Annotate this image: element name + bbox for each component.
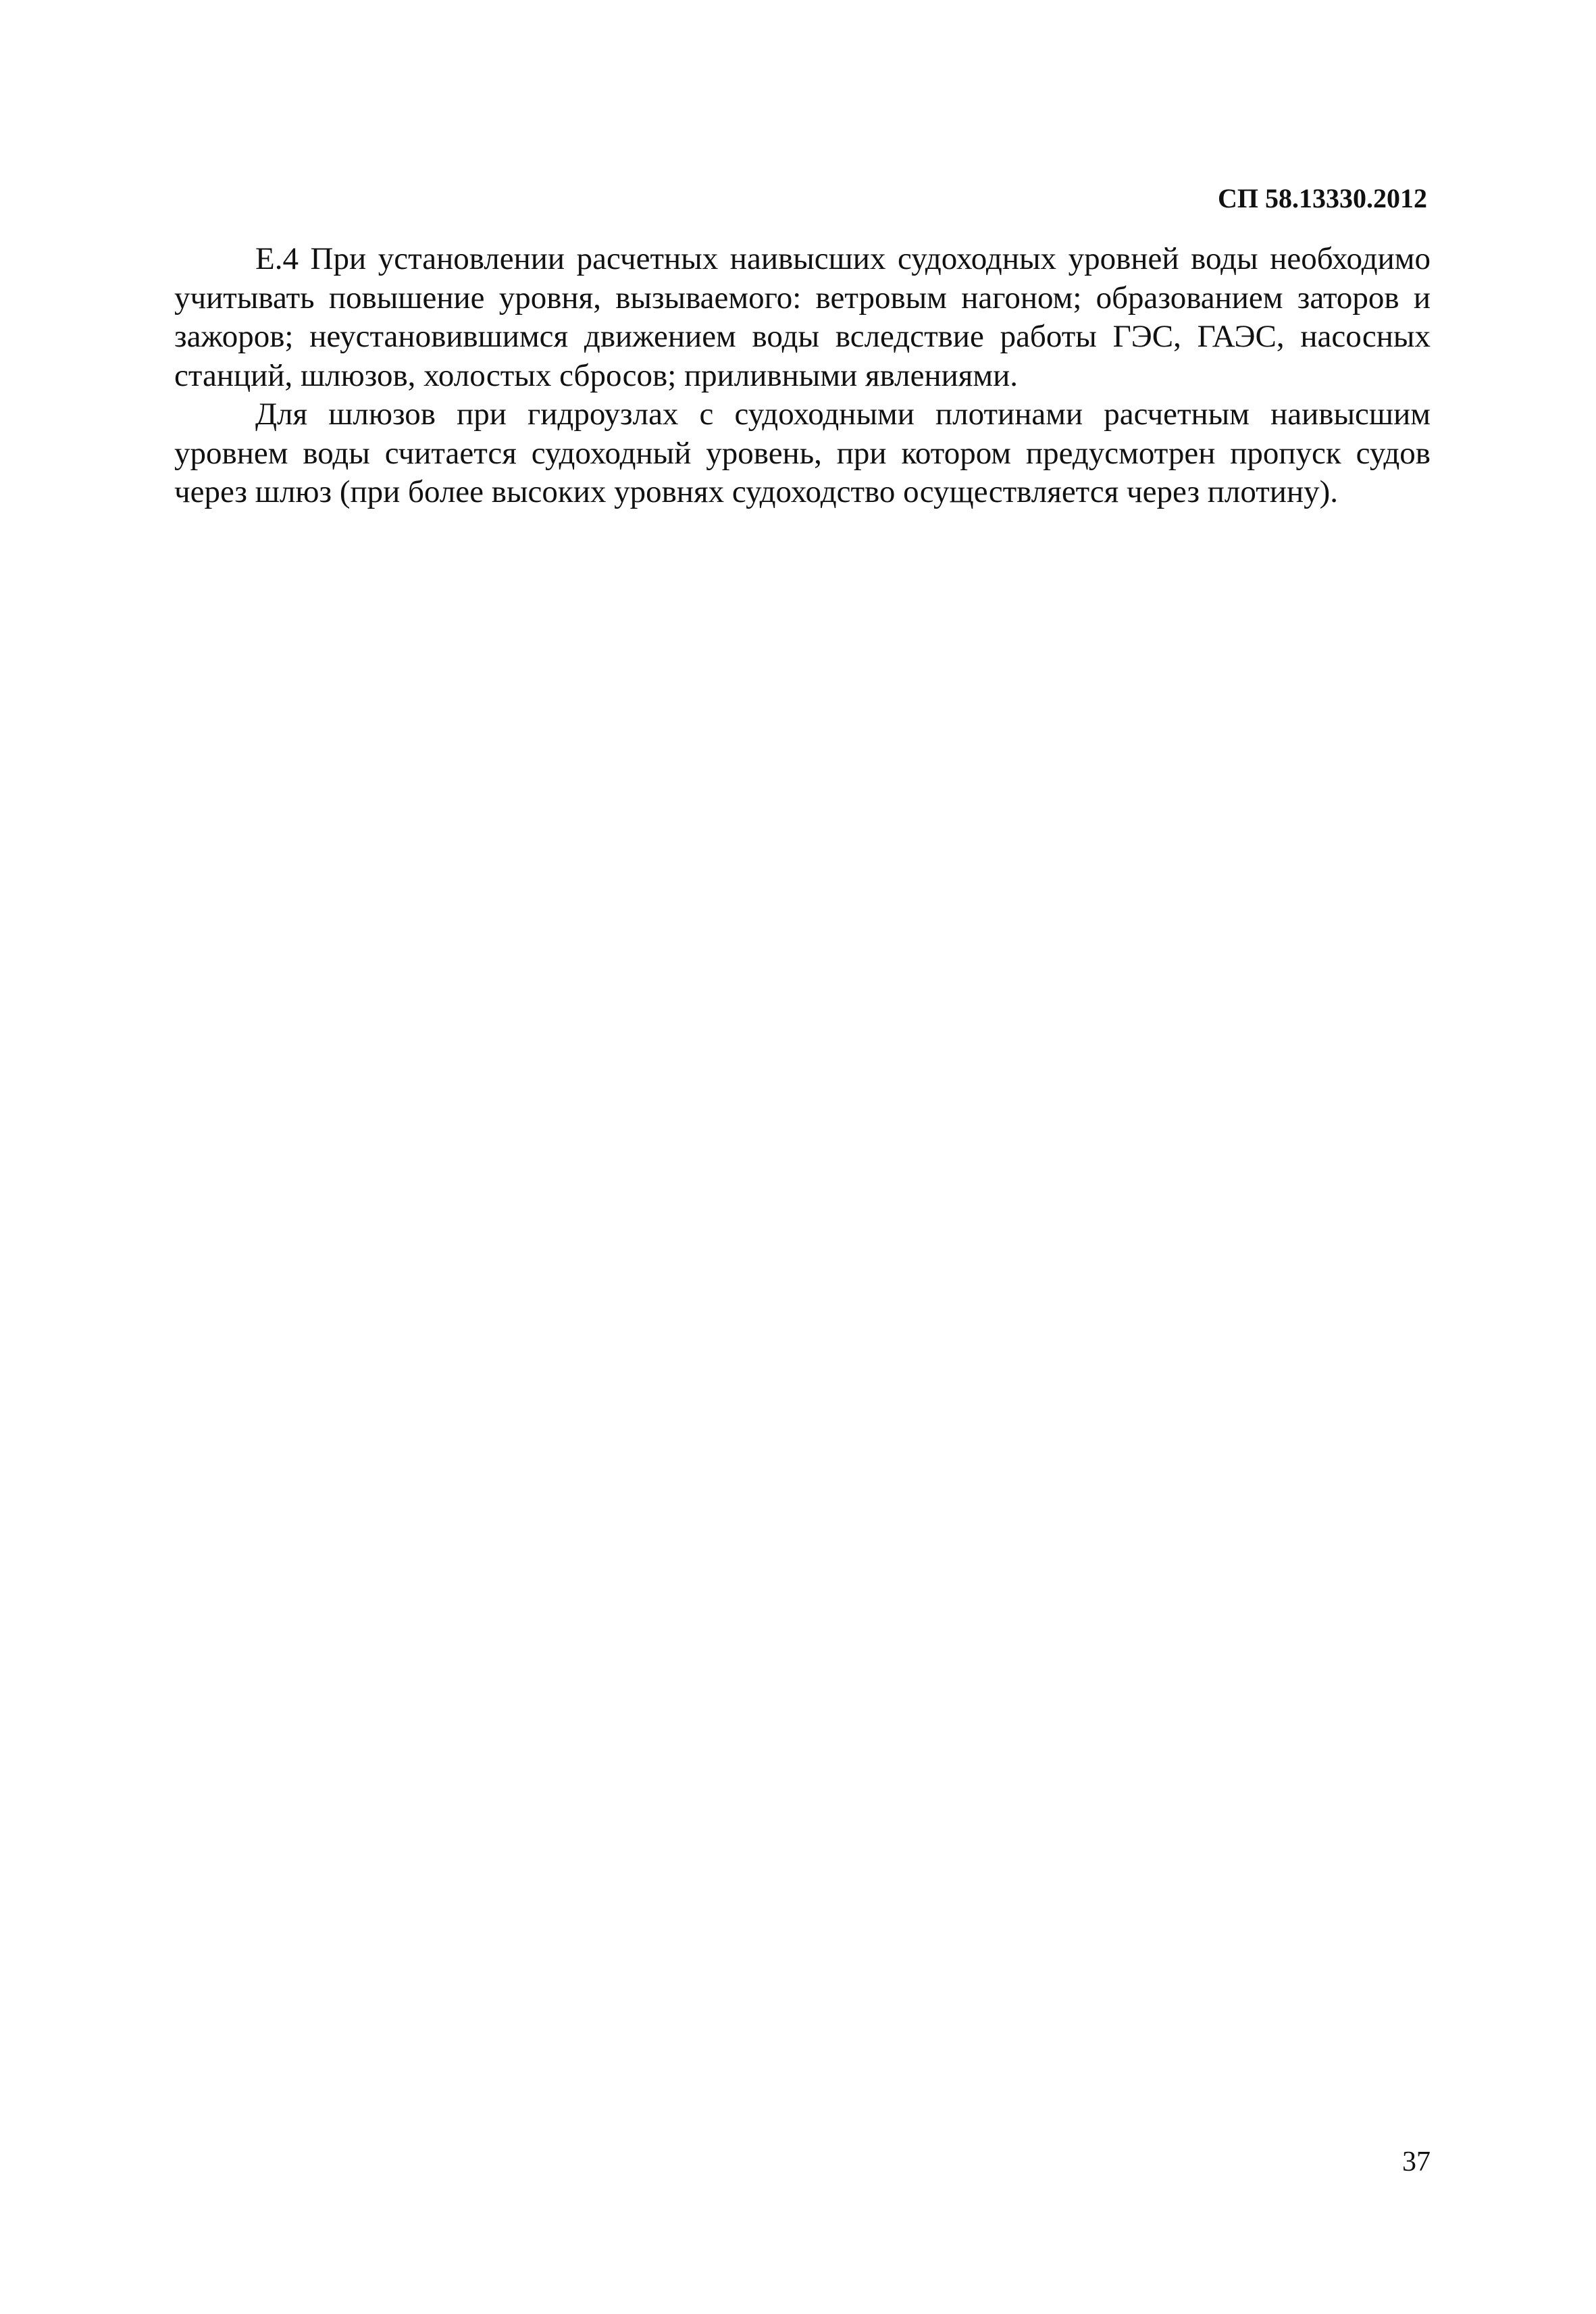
document-code-header: СП 58.13330.2012	[1218, 183, 1427, 213]
paragraph-e4: Е.4 При установлении расчетных наивысших судоходных уровней воды необходимо учитывать повышение уровня, вызываемого: ветровым нагоном; образованием заторов и зажоров; неустановившимся движением воды вследствие работы ГЭС, ГАЭС, насосных станций, шлюзов, холостых сбросов; приливными явлениями.	[174, 241, 1431, 393]
document-body	[174, 240, 1431, 512]
page-number: 37	[1402, 2146, 1431, 2178]
paragraph-locks: Для шлюзов при гидроузлах с судоходными плотинами расчетным наивысшим уровнем воды считается судоходный уровень, при котором предусмотрен пропуск судов через шлюз (при более высоких уровнях судоходство осуществляется через плотину).	[174, 397, 1431, 509]
